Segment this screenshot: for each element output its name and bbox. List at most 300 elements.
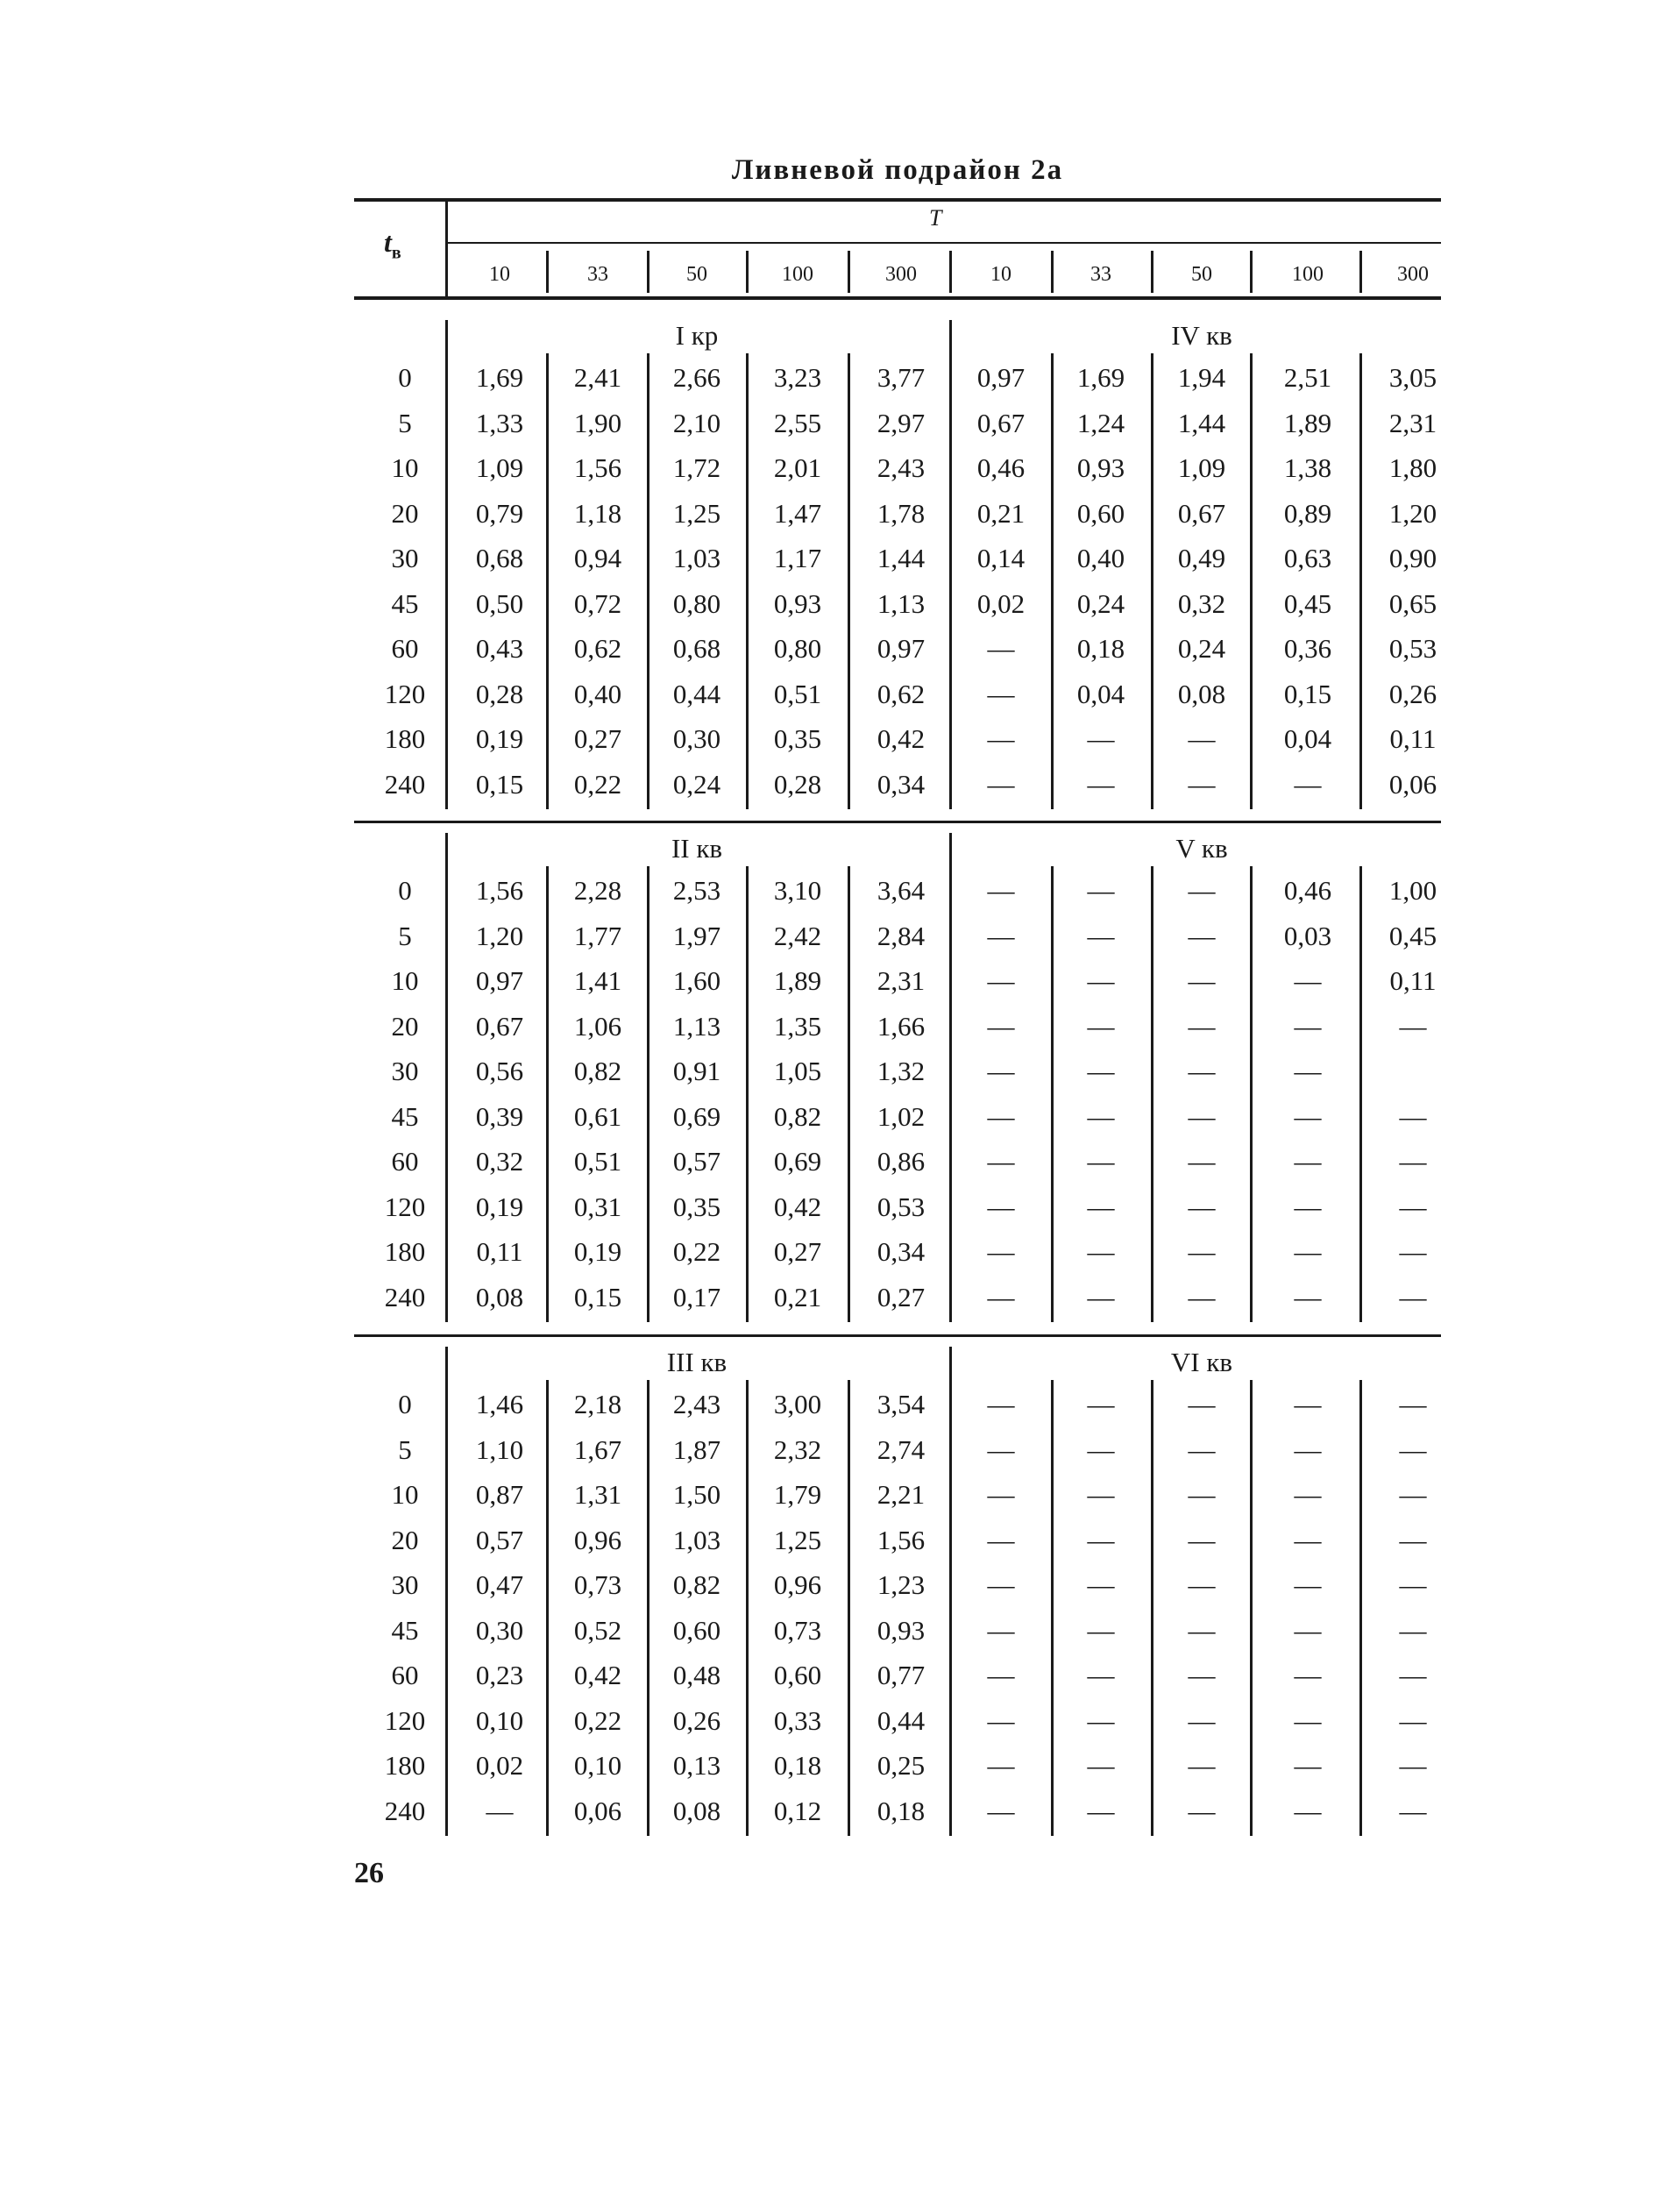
table-cell: —: [1188, 1146, 1216, 1177]
table-cell: 1,38: [1283, 452, 1332, 483]
table-cell: 0,53: [877, 1191, 926, 1222]
table-cell: —: [1399, 1660, 1427, 1690]
table-cell: 1,41: [573, 965, 622, 996]
table-cell: —: [987, 1750, 1015, 1781]
table-cell: 0,03: [1283, 920, 1332, 951]
table-cell: 2,31: [877, 965, 926, 996]
column-header-T-50: 50: [686, 263, 707, 286]
table-cell: 0,51: [573, 1146, 622, 1177]
table-cell: —: [1399, 1389, 1427, 1419]
table-cell: 3,77: [877, 362, 926, 393]
table-cell: 1,89: [773, 965, 822, 996]
table-cell: 0,08: [672, 1795, 721, 1826]
row-label: 30: [391, 1569, 419, 1600]
table-cell: —: [1399, 1191, 1427, 1222]
table-cell: —: [1087, 1191, 1115, 1222]
table-cell: 0,40: [573, 678, 622, 709]
table-cell: —: [1294, 1010, 1322, 1042]
row-label: 20: [391, 1010, 419, 1042]
header-divider: [1250, 251, 1253, 293]
table-cell: —: [1188, 1704, 1216, 1736]
table-cell: 2,66: [672, 362, 721, 393]
block-label-left: II кв: [671, 833, 723, 864]
table-cell: —: [1087, 1750, 1115, 1781]
table-cell: 1,13: [672, 1010, 721, 1042]
table-cell: 0,25: [877, 1750, 926, 1781]
table-cell: —: [1188, 1389, 1216, 1419]
table-cell: 1,18: [573, 497, 622, 529]
table-cell: 0,02: [475, 1750, 524, 1781]
table-cell: 2,97: [877, 407, 926, 438]
row-label-sub: в: [391, 243, 401, 263]
table-cell: 0,24: [1177, 633, 1226, 664]
table-cell: —: [1188, 1236, 1216, 1267]
table-cell: 0,30: [672, 723, 721, 754]
table-cell: 1,10: [475, 1433, 524, 1465]
header-bottom-rule: [354, 296, 1441, 300]
table-cell: 0,28: [475, 678, 524, 709]
table-cell: 0,34: [877, 1236, 926, 1267]
table-cell: —: [987, 1524, 1015, 1555]
table-cell: —: [1087, 723, 1115, 754]
table-cell: —: [1087, 1100, 1115, 1132]
table-cell: —: [1087, 875, 1115, 906]
row-label: 5: [398, 407, 412, 438]
table-cell: 2,41: [573, 362, 622, 393]
table-cell: —: [1188, 1100, 1216, 1132]
table-cell: 0,13: [672, 1750, 721, 1781]
table-cell: 2,55: [773, 407, 822, 438]
table-cell: 0,21: [976, 497, 1026, 529]
table-cell: 0,14: [976, 543, 1026, 573]
table-cell: 0,82: [672, 1569, 721, 1600]
row-label: 240: [384, 1795, 426, 1826]
row-label: 120: [384, 1191, 426, 1222]
row-label: 240: [384, 768, 426, 800]
table-cell: 0,27: [573, 723, 622, 754]
table-cell: 1,20: [475, 920, 524, 951]
table-cell: 0,42: [877, 723, 926, 754]
table-cell: 0,65: [1388, 587, 1437, 619]
column-header-T-100: 100: [1292, 263, 1324, 286]
table-cell: 0,97: [475, 965, 524, 996]
table-cell: 0,08: [475, 1281, 524, 1312]
table-cell: 0,45: [1283, 587, 1332, 619]
table-cell: 1,60: [672, 965, 721, 996]
table-cell: 0,60: [1076, 497, 1125, 529]
table-cell: —: [1087, 1524, 1115, 1555]
table-cell: —: [1399, 1433, 1427, 1465]
table-cell: 0,04: [1076, 678, 1125, 709]
table-cell: —: [1087, 1236, 1115, 1267]
table-cell: —: [987, 1479, 1015, 1510]
row-label: 10: [391, 1479, 419, 1510]
table-cell: 1,56: [573, 452, 622, 483]
table-cell: —: [1294, 1236, 1322, 1267]
table-cell: —: [1294, 1433, 1322, 1465]
table-cell: —: [1399, 1146, 1427, 1177]
table-cell: —: [1188, 1479, 1216, 1510]
table-cell: 0,72: [573, 587, 622, 619]
table-cell: 0,77: [877, 1660, 926, 1690]
table-cell: 1,06: [573, 1010, 622, 1042]
table-cell: 2,74: [877, 1433, 926, 1465]
table-cell: —: [1294, 768, 1322, 800]
table-cell: 0,21: [773, 1281, 822, 1312]
row-label: 60: [391, 633, 419, 664]
table-cell: 2,01: [773, 452, 822, 483]
table-cell: 0,86: [877, 1146, 926, 1177]
table-cell: 0,06: [1388, 768, 1437, 800]
row-label: 0: [398, 875, 412, 906]
table-cell: 2,42: [773, 920, 822, 951]
table-cell: —: [1399, 1479, 1427, 1510]
table-cell: 1,20: [1388, 497, 1437, 529]
table-cell: 1,79: [773, 1479, 822, 1510]
table-cell: —: [1087, 1614, 1115, 1646]
table-cell: 0,15: [1283, 678, 1332, 709]
table-cell: 3,23: [773, 362, 822, 393]
table-cell: 0,33: [773, 1704, 822, 1736]
table-cell: 1,31: [573, 1479, 622, 1510]
table-cell: 1,46: [475, 1389, 524, 1419]
row-label: 180: [384, 723, 426, 754]
table-cell: 0,43: [475, 633, 524, 664]
table-cell: —: [987, 768, 1015, 800]
table-cell: —: [1087, 1704, 1115, 1736]
table-cell: —: [987, 1795, 1015, 1826]
table-cell: 0,04: [1283, 723, 1332, 754]
table-cell: 0,50: [475, 587, 524, 619]
table-cell: 3,54: [877, 1389, 926, 1419]
row-label: 180: [384, 1236, 426, 1267]
table-cell: —: [987, 1660, 1015, 1690]
row-label: 120: [384, 678, 426, 709]
block-label-right: IV кв: [1171, 320, 1232, 351]
table-cell: 1,23: [877, 1569, 926, 1600]
table-cell: 0,82: [573, 1056, 622, 1086]
table-cell: 0,28: [773, 768, 822, 800]
table-cell: —: [1188, 965, 1216, 996]
table-cell: —: [1188, 1056, 1216, 1086]
table-cell: 2,43: [877, 452, 926, 483]
column-header-T-50: 50: [1191, 263, 1212, 286]
table-cell: 0,60: [773, 1660, 822, 1690]
group-label-T: T: [929, 205, 942, 231]
table-cell: —: [1399, 1524, 1427, 1555]
row-label: 0: [398, 362, 412, 393]
table-cell: —: [1087, 1010, 1115, 1042]
table-cell: 0,67: [475, 1010, 524, 1042]
table-cell: 0,80: [773, 633, 822, 664]
table-cell: 0,30: [475, 1614, 524, 1646]
table-cell: —: [987, 1100, 1015, 1132]
table-cell: 1,03: [672, 1524, 721, 1555]
table-cell: —: [987, 1704, 1015, 1736]
table-cell: 1,89: [1283, 407, 1332, 438]
table-cell: —: [1188, 1660, 1216, 1690]
header-divider: [1051, 251, 1054, 293]
table-cell: —: [987, 1010, 1015, 1042]
table-cell: —: [1399, 1704, 1427, 1736]
table-cell: —: [987, 1146, 1015, 1177]
table-cell: 0,12: [773, 1795, 822, 1826]
table-cell: 1,50: [672, 1479, 721, 1510]
table-cell: 1,67: [573, 1433, 622, 1465]
table-cell: —: [1399, 1614, 1427, 1646]
table-cell: —: [1294, 1750, 1322, 1781]
table-cell: 0,94: [573, 543, 622, 573]
table-cell: 1,32: [877, 1056, 926, 1086]
table-cell: 0,44: [672, 678, 721, 709]
table-cell: 1,02: [877, 1100, 926, 1132]
block-label-left: I кр: [675, 320, 719, 351]
table-cell: —: [987, 633, 1015, 664]
table-cell: —: [1087, 1795, 1115, 1826]
table-cell: 1,44: [877, 543, 926, 573]
table-title: Ливневой подрайон 2а: [731, 154, 1064, 186]
row-label: 10: [391, 965, 419, 996]
table-cell: 0,22: [672, 1236, 721, 1267]
table-cell: 0,24: [672, 768, 721, 800]
header-divider: [647, 251, 649, 293]
table-cell: 1,69: [1076, 362, 1125, 393]
table-cell: 1,25: [773, 1524, 822, 1555]
table-cell: 0,22: [573, 768, 622, 800]
table-cell: 0,32: [475, 1146, 524, 1177]
table-cell: —: [1294, 1389, 1322, 1419]
column-header-T-33: 33: [587, 263, 608, 286]
table-cell: 1,47: [773, 497, 822, 529]
table-cell: 0,96: [773, 1569, 822, 1600]
table-cell: 1,72: [672, 452, 721, 483]
header-divider: [1151, 251, 1153, 293]
table-cell: 0,61: [573, 1100, 622, 1132]
table-cell: 0,18: [877, 1795, 926, 1826]
header-divider: [949, 251, 952, 293]
block-separator-rule: [354, 821, 1441, 823]
table-cell: —: [987, 965, 1015, 996]
table-cell: —: [1294, 1795, 1322, 1826]
row-label: 120: [384, 1704, 426, 1736]
table-cell: 1,69: [475, 362, 524, 393]
row-label: 30: [391, 1056, 419, 1086]
row-label: 30: [391, 543, 419, 573]
block-label-left: III кв: [666, 1347, 728, 1377]
table-cell: 0,62: [573, 633, 622, 664]
table-top-rule: [354, 198, 1441, 202]
table-cell: 2,43: [672, 1389, 721, 1419]
table-cell: —: [1399, 1750, 1427, 1781]
row-label: 60: [391, 1660, 419, 1690]
table-cell: 0,34: [877, 768, 926, 800]
table-cell: —: [1087, 1569, 1115, 1600]
row-label: 45: [391, 1614, 419, 1646]
table-cell: —: [1294, 1281, 1322, 1312]
table-cell: 0,36: [1283, 633, 1332, 664]
table-cell: 0,48: [672, 1660, 721, 1690]
table-cell: 0,27: [877, 1281, 926, 1312]
table-cell: 2,32: [773, 1433, 822, 1465]
table-cell: 2,53: [672, 875, 721, 906]
row-label-header: [384, 226, 401, 263]
table-cell: —: [1188, 920, 1216, 951]
column-header-T-300: 300: [885, 263, 917, 286]
table-cell: —: [987, 678, 1015, 709]
table-cell: 0,27: [773, 1236, 822, 1267]
table-cell: —: [1294, 1524, 1322, 1555]
header-divider: [746, 251, 749, 293]
table-cell: 0,93: [773, 587, 822, 619]
table-cell: 0,93: [877, 1614, 926, 1646]
table-cell: 2,84: [877, 920, 926, 951]
table-cell: 0,67: [976, 407, 1026, 438]
table-cell: [1360, 1049, 1466, 1093]
table-cell: —: [1294, 1704, 1322, 1736]
table-cell: 0,39: [475, 1100, 524, 1132]
table-cell: 0,44: [877, 1704, 926, 1736]
table-cell: 0,73: [773, 1614, 822, 1646]
row-label: 20: [391, 1524, 419, 1555]
table-cell: 1,09: [475, 452, 524, 483]
table-cell: 0,51: [773, 678, 822, 709]
table-cell: 0,11: [1389, 723, 1437, 754]
table-cell: —: [1188, 723, 1216, 754]
table-cell: —: [1399, 1236, 1427, 1267]
table-cell: —: [987, 1191, 1015, 1222]
table-cell: —: [1399, 1795, 1427, 1826]
table-cell: 0,15: [573, 1281, 622, 1312]
table-cell: —: [1087, 1479, 1115, 1510]
table-cell: 0,87: [475, 1479, 524, 1510]
table-cell: 0,47: [475, 1569, 524, 1600]
table-cell: —: [1294, 1191, 1322, 1222]
table-cell: 0,11: [1389, 965, 1437, 996]
table-cell: 1,56: [877, 1524, 926, 1555]
table-cell: —: [1087, 1389, 1115, 1419]
table-cell: —: [1399, 1569, 1427, 1600]
table-cell: 0,68: [672, 633, 721, 664]
table-cell: 0,68: [475, 543, 524, 573]
table-cell: —: [1188, 1614, 1216, 1646]
table-cell: —: [1294, 1146, 1322, 1177]
table-cell: 0,35: [773, 723, 822, 754]
table-cell: 0,17: [672, 1281, 721, 1312]
table-cell: 0,31: [573, 1191, 622, 1222]
row-label: 10: [391, 452, 419, 483]
table-cell: 1,66: [877, 1010, 926, 1042]
table-cell: —: [987, 723, 1015, 754]
column-header-T-10: 10: [990, 263, 1011, 286]
table-cell: —: [1188, 768, 1216, 800]
table-cell: 3,00: [773, 1389, 822, 1419]
table-cell: 1,05: [773, 1056, 822, 1086]
table-cell: —: [1294, 1660, 1322, 1690]
table-cell: 0,57: [475, 1524, 524, 1555]
table-cell: —: [1087, 1146, 1115, 1177]
table-cell: 0,46: [1283, 875, 1332, 906]
table-cell: —: [987, 1281, 1015, 1312]
table-cell: 1,90: [573, 407, 622, 438]
row-label: 240: [384, 1281, 426, 1312]
table-cell: 1,77: [573, 920, 622, 951]
table-cell: 0,97: [877, 633, 926, 664]
table-cell: 2,31: [1388, 407, 1437, 438]
table-cell: —: [1294, 1569, 1322, 1600]
table-cell: 0,26: [672, 1704, 721, 1736]
table-cell: —: [1294, 1056, 1322, 1086]
table-cell: —: [987, 1056, 1015, 1086]
table-cell: —: [1399, 1010, 1427, 1042]
table-cell: —: [1188, 875, 1216, 906]
header-divider: [848, 251, 850, 293]
table-cell: 0,90: [1388, 543, 1437, 573]
table-cell: 0,06: [573, 1795, 622, 1826]
table-cell: 0,42: [573, 1660, 622, 1690]
table-cell: —: [1188, 1433, 1216, 1465]
table-cell: —: [987, 1614, 1015, 1646]
table-cell: 1,13: [877, 587, 926, 619]
table-cell: —: [1294, 1479, 1322, 1510]
column-header-T-100: 100: [782, 263, 813, 286]
table-cell: 2,21: [877, 1479, 926, 1510]
row-label: 45: [391, 1100, 419, 1132]
row-label: 20: [391, 497, 419, 529]
table-cell: 1,97: [672, 920, 721, 951]
table-cell: —: [987, 920, 1015, 951]
table-cell: —: [1188, 1795, 1216, 1826]
row-label: 60: [391, 1146, 419, 1177]
table-cell: —: [1188, 1281, 1216, 1312]
table-cell: 1,78: [877, 497, 926, 529]
table-cell: 1,25: [672, 497, 721, 529]
row-label: 5: [398, 1433, 412, 1465]
header-divider: [546, 251, 549, 293]
table-cell: 2,18: [573, 1389, 622, 1419]
table-cell: 1,17: [773, 543, 822, 573]
table-cell: —: [1087, 1056, 1115, 1086]
table-cell: 0,62: [877, 678, 926, 709]
table-cell: 0,97: [976, 362, 1026, 393]
table-cell: —: [1399, 1100, 1427, 1132]
column-header-T-300: 300: [1397, 263, 1429, 286]
table-cell: —: [987, 1569, 1015, 1600]
table-cell: —: [486, 1795, 514, 1826]
table-cell: 1,24: [1076, 407, 1125, 438]
table-cell: 0,69: [773, 1146, 822, 1177]
table-cell: 1,80: [1388, 452, 1437, 483]
row-label-t: t: [384, 226, 392, 258]
table-cell: 0,18: [773, 1750, 822, 1781]
table-cell: 3,10: [773, 875, 822, 906]
table-cell: 0,67: [1177, 497, 1226, 529]
header-divider: [1359, 251, 1362, 293]
table-cell: —: [1087, 768, 1115, 800]
table-cell: —: [1188, 1750, 1216, 1781]
table-cell: 0,56: [475, 1056, 524, 1086]
block-label-right: VI кв: [1170, 1347, 1233, 1377]
table-cell: 0,08: [1177, 678, 1226, 709]
table-cell: 2,28: [573, 875, 622, 906]
table-cell: —: [1294, 965, 1322, 996]
table-cell: 1,33: [475, 407, 524, 438]
header-divider-rule: [445, 242, 1441, 244]
table-cell: —: [1188, 1569, 1216, 1600]
table-cell: 0,32: [1177, 587, 1226, 619]
table-cell: 0,22: [573, 1704, 622, 1736]
table-cell: 0,19: [573, 1236, 622, 1267]
table-cell: 0,52: [573, 1614, 622, 1646]
